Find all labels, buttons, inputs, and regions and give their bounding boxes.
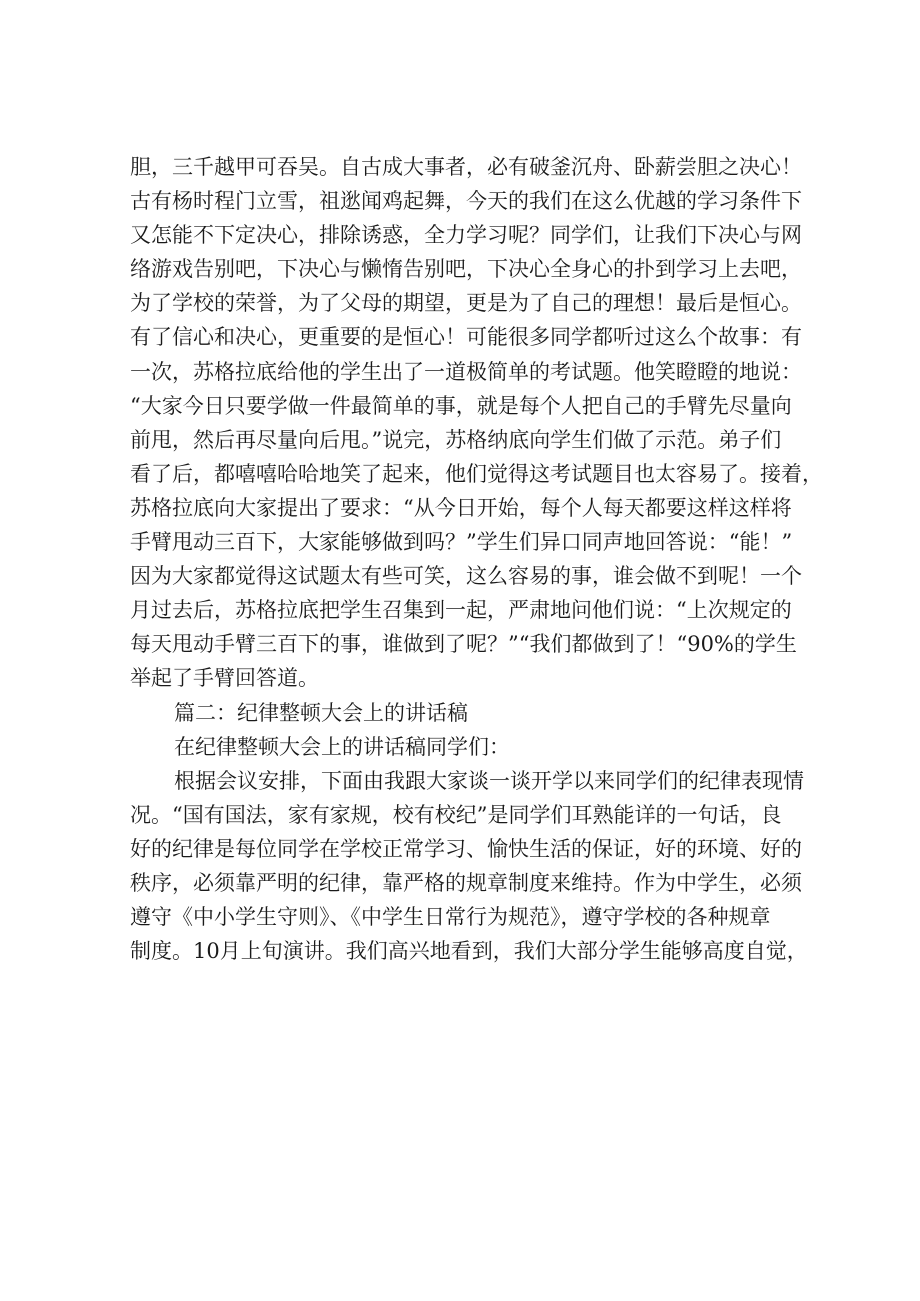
text-line: 一次，苏格拉底给他的学生出了一道极简单的考试题。他笑瞪瞪的地说： xyxy=(130,359,802,384)
document-body xyxy=(130,150,823,968)
text-line: 篇二：纪律整顿大会上的讲话稿 xyxy=(174,700,468,725)
text-line: 秩序，必须靠严明的纪律，靠严格的规章制度来维持。作为中学生，必须 xyxy=(130,870,802,895)
text-line: 月过去后，苏格拉底把学生召集到一起，严肃地问他们说：“上次规定的 xyxy=(130,598,792,623)
text-line: 制度。10月上旬演讲。我们高兴地看到，我们大部分学生能够高度自觉， xyxy=(130,939,808,964)
text-line: 古有杨时程门立雪，祖逖闻鸡起舞，今天的我们在这么优越的学习条件下 xyxy=(130,189,802,214)
text-line: 况。“国有国法，家有家规，校有校纪”是同学们耳熟能详的一句话，良 xyxy=(130,802,782,827)
text-line: 苏格拉底向大家提出了要求：“从今日开始，每个人每天都要这样这样将 xyxy=(130,495,792,520)
text-line: 前甩，然后再尽量向后甩。”说完，苏格纳底向学生们做了示范。弟子们 xyxy=(130,427,782,452)
text-line: 为了学校的荣誉，为了父母的期望，更是为了自己的理想！最后是恒心。 xyxy=(130,291,802,316)
text-line: 因为大家都觉得这试题太有些可笑，这么容易的事，谁会做不到呢！一个 xyxy=(130,564,802,589)
text-line: 在纪律整顿大会上的讲话稿同学们： xyxy=(174,734,510,759)
text-line: 好的纪律是每位同学在学校正常学习、愉快生活的保证，好的环境、好的 xyxy=(130,836,802,861)
text-line: 手臂甩动三百下，大家能够做到吗？”学生们异口同声地回答说：“能！” xyxy=(130,530,793,555)
text-line: 胆，三千越甲可吞吴。自古成大事者，必有破釜沉舟、卧薪尝胆之决心！ xyxy=(130,155,802,179)
text-line: 又怎能不下定决心，排除诱惑，全力学习呢？同学们，让我们下决心与网 xyxy=(130,223,802,248)
text-line: 每天甩动手臂三百下的事，谁做到了呢？”“我们都做到了！“90%的学生 xyxy=(130,632,797,657)
text-line: 络游戏告别吧，下决心与懒惰告别吧，下决心全身心的扑到学习上去吧， xyxy=(130,257,802,282)
text-line: 举起了手臂回答道。 xyxy=(130,666,319,691)
text-line: “大家今日只要学做一件最简单的事，就是每个人把自己的手臂先尽量向 xyxy=(130,393,792,418)
text-line: 有了信心和决心，更重要的是恒心！可能很多同学都听过这么个故事：有 xyxy=(130,325,802,350)
text-line: 看了后，都嘻嘻哈哈地笑了起来，他们觉得这考试题目也太容易了。接着， xyxy=(130,461,823,486)
text-line: 遵守《中小学生守则》、《中学生日常行为规范》，遵守学校的各种规章 xyxy=(130,905,771,930)
text-line: 根据会议安排，下面由我跟大家谈一谈开学以来同学们的纪律表现情 xyxy=(174,768,804,793)
